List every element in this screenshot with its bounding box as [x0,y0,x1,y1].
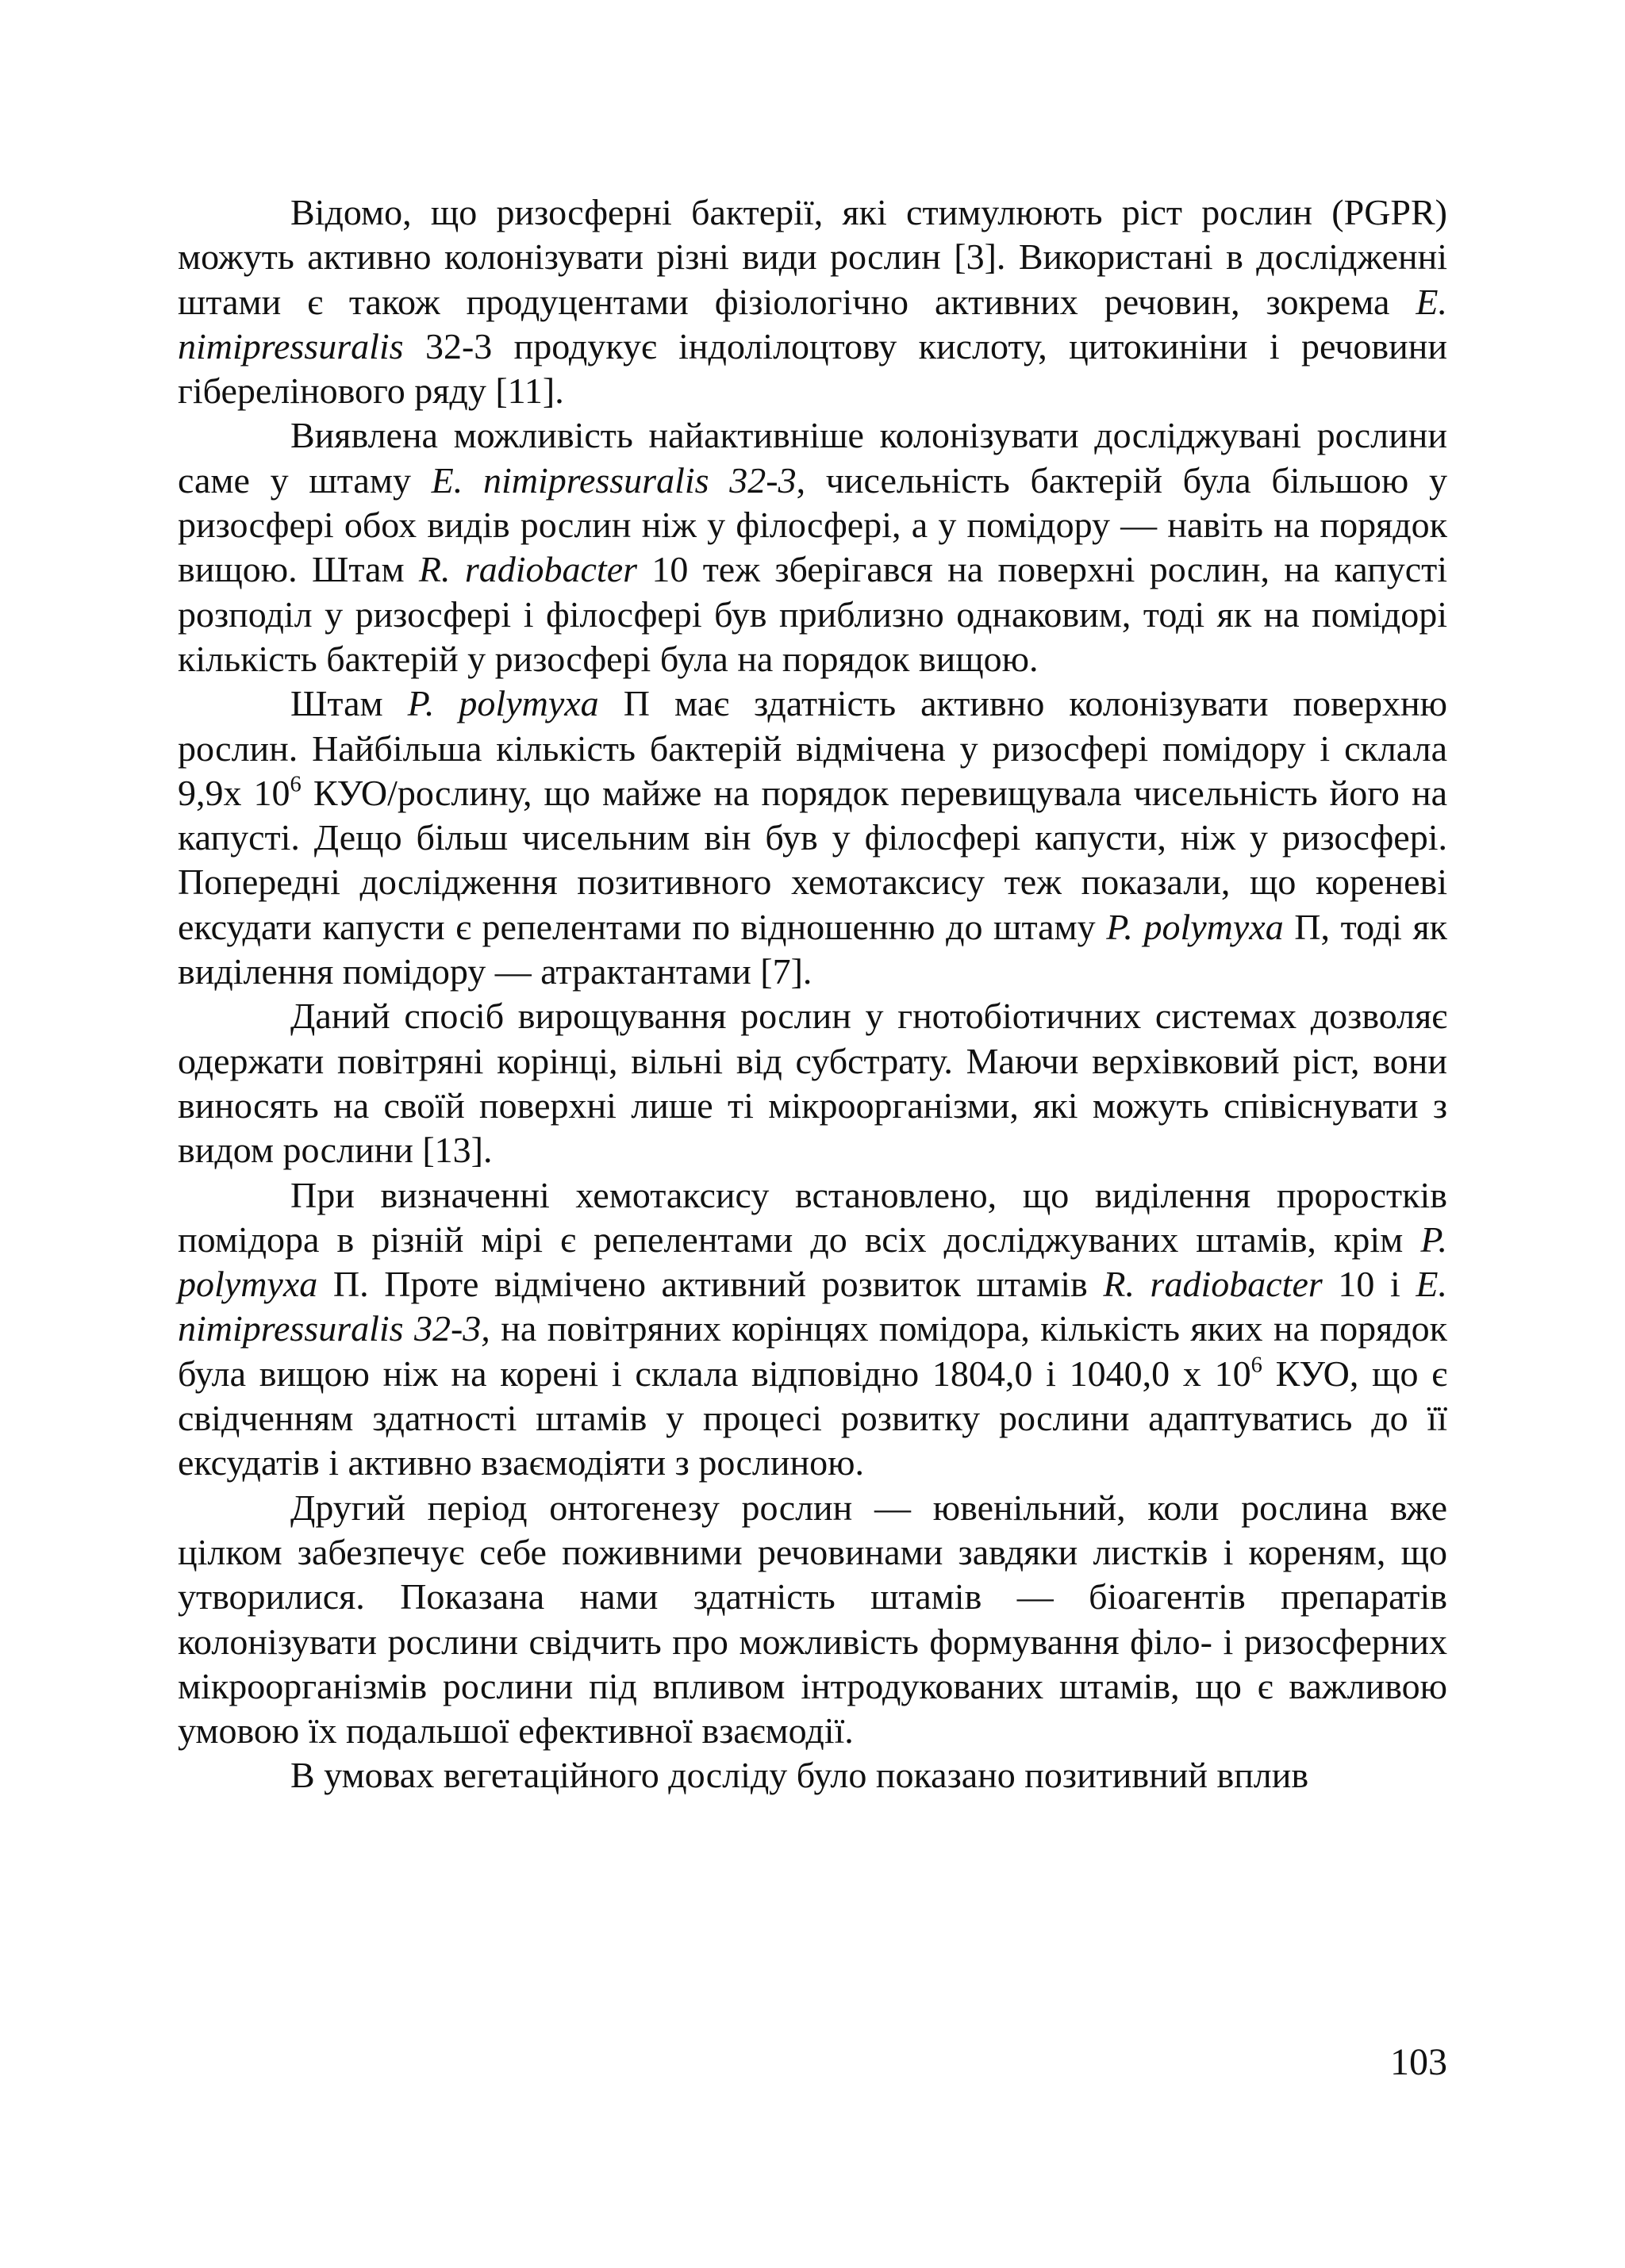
italic-term: E. nimipressuralis [178,281,1447,366]
text-segment: В умовах вегетаційного досліду було показано позитивний вплив [290,1755,1309,1796]
text-segment: Виявлена можливість найактивніше колонізувати досліджувані рослини саме у штаму [178,415,1447,501]
text-segment: на повітряних корінцях помідора, кількість яких на порядок була вищою ніж на корені і склала відповідно 1804,0 і 1040,0 х 10 [178,1308,1447,1394]
text-segment: При визначенні хемотаксису встановлено, що виділення проростків помідора в різній мірі є репелентами до всіх досліджуваних штамів, крім [178,1174,1447,1260]
text-segment: П, тоді як виділення помідору — атрактантами [7]. [178,906,1447,992]
paragraph [178,994,1447,1172]
text-segment: 32-3 продукує індолілоцтову кислоту, цитокиніни і речовини гіберелінового ряду [11]. [178,325,1447,412]
paragraph [178,413,1447,681]
italic-term: R. radiobacter [1103,1264,1323,1305]
superscript-exponent: 6 [290,772,302,797]
superscript-exponent: 6 [1250,1353,1262,1378]
italic-term: E. nimipressuralis 32-3 [431,459,797,501]
text-segment: 10 теж зберігався на поверхні рослин, на капусті розподіл у ризосфері і філосфері був приблизно однаковим, тоді як на помідорі кількість бактерій у ризосфері була на порядок вищою. [178,549,1448,679]
italic-term: R. radiobacter [418,549,638,590]
text-segment: КУО/рослину, що майже на порядок перевищувала чисельність його на капусті. Дещо більш чисельним він був у філосфері капусти, ніж у ризосфері. Попередні дослідження позитивного хемотаксису теж показали, що кореневі ексудати капусти є репелентами по відношенню до штаму [178,772,1447,947]
italic-term: E. nimipressuralis 32-3, [178,1264,1448,1349]
text-segment: КУО, що є свідченням здатності штамів у процесі розвитку рослини адаптуватись до її ексудатів і активно взаємодіяти з рослиною. [178,1353,1448,1483]
paragraph [178,1753,1447,1798]
text-segment: Відомо, що ризосферні бактерії, які стимулюють ріст рослин (PGPR) можуть активно колонізувати різні види рослин [3]. Використані в дослідженні штами є також продуцентами фізіологічно активних речовин, зокрема [178,192,1447,322]
body-text [178,190,1447,1798]
text-segment: Штам [290,683,408,724]
italic-term: P. polymyxa [407,683,599,724]
text-segment: Другий період онтогенезу рослин — ювенільний, коли рослина вже цілком забезпечує себе поживними речовинами завдяки листків і кореням, що утворилися. Показана нами здатність штамів — біоагентів препаратів колонізувати рослини свідчить про можливість формування філо- і ризосферних мікроорганізмів рослини під впливом інтродукованих штамів, що є важливою умовою їх подальшої ефективної взаємодії. [178,1487,1447,1752]
page-number: 103 [1390,2041,1447,2083]
text-segment: , чисельність бактерій була більшою у ризосфері обох видів рослин ніж у філосфері, а у помідору — навіть на порядок вищою. Штам [178,459,1447,590]
text-segment: П. Проте відмічено активний розвиток штамів [317,1264,1104,1305]
italic-term: P. polymyxa [178,1218,1447,1305]
text-segment: 10 і [1322,1264,1416,1305]
italic-term: P. polymyxa [1106,906,1284,947]
paragraph [178,681,1447,994]
paragraph [178,1173,1447,1486]
text-segment: П має здатність активно колонізувати поверхню рослин. Найбільша кількість бактерій відмічена у ризосфері помідору і склала 9,9х 10 [178,683,1447,813]
paragraph [178,190,1447,413]
text-segment: Даний спосіб вирощування рослин у гнотобіотичних системах дозволяє одержати повітряні корінці, вільні від субстрату. Маючи верхівковий ріст, вони виносять на своїй поверхні лише ті мікроорганізми, які можуть співіснувати з видом рослини [13]. [178,996,1447,1171]
paragraph [178,1486,1447,1754]
